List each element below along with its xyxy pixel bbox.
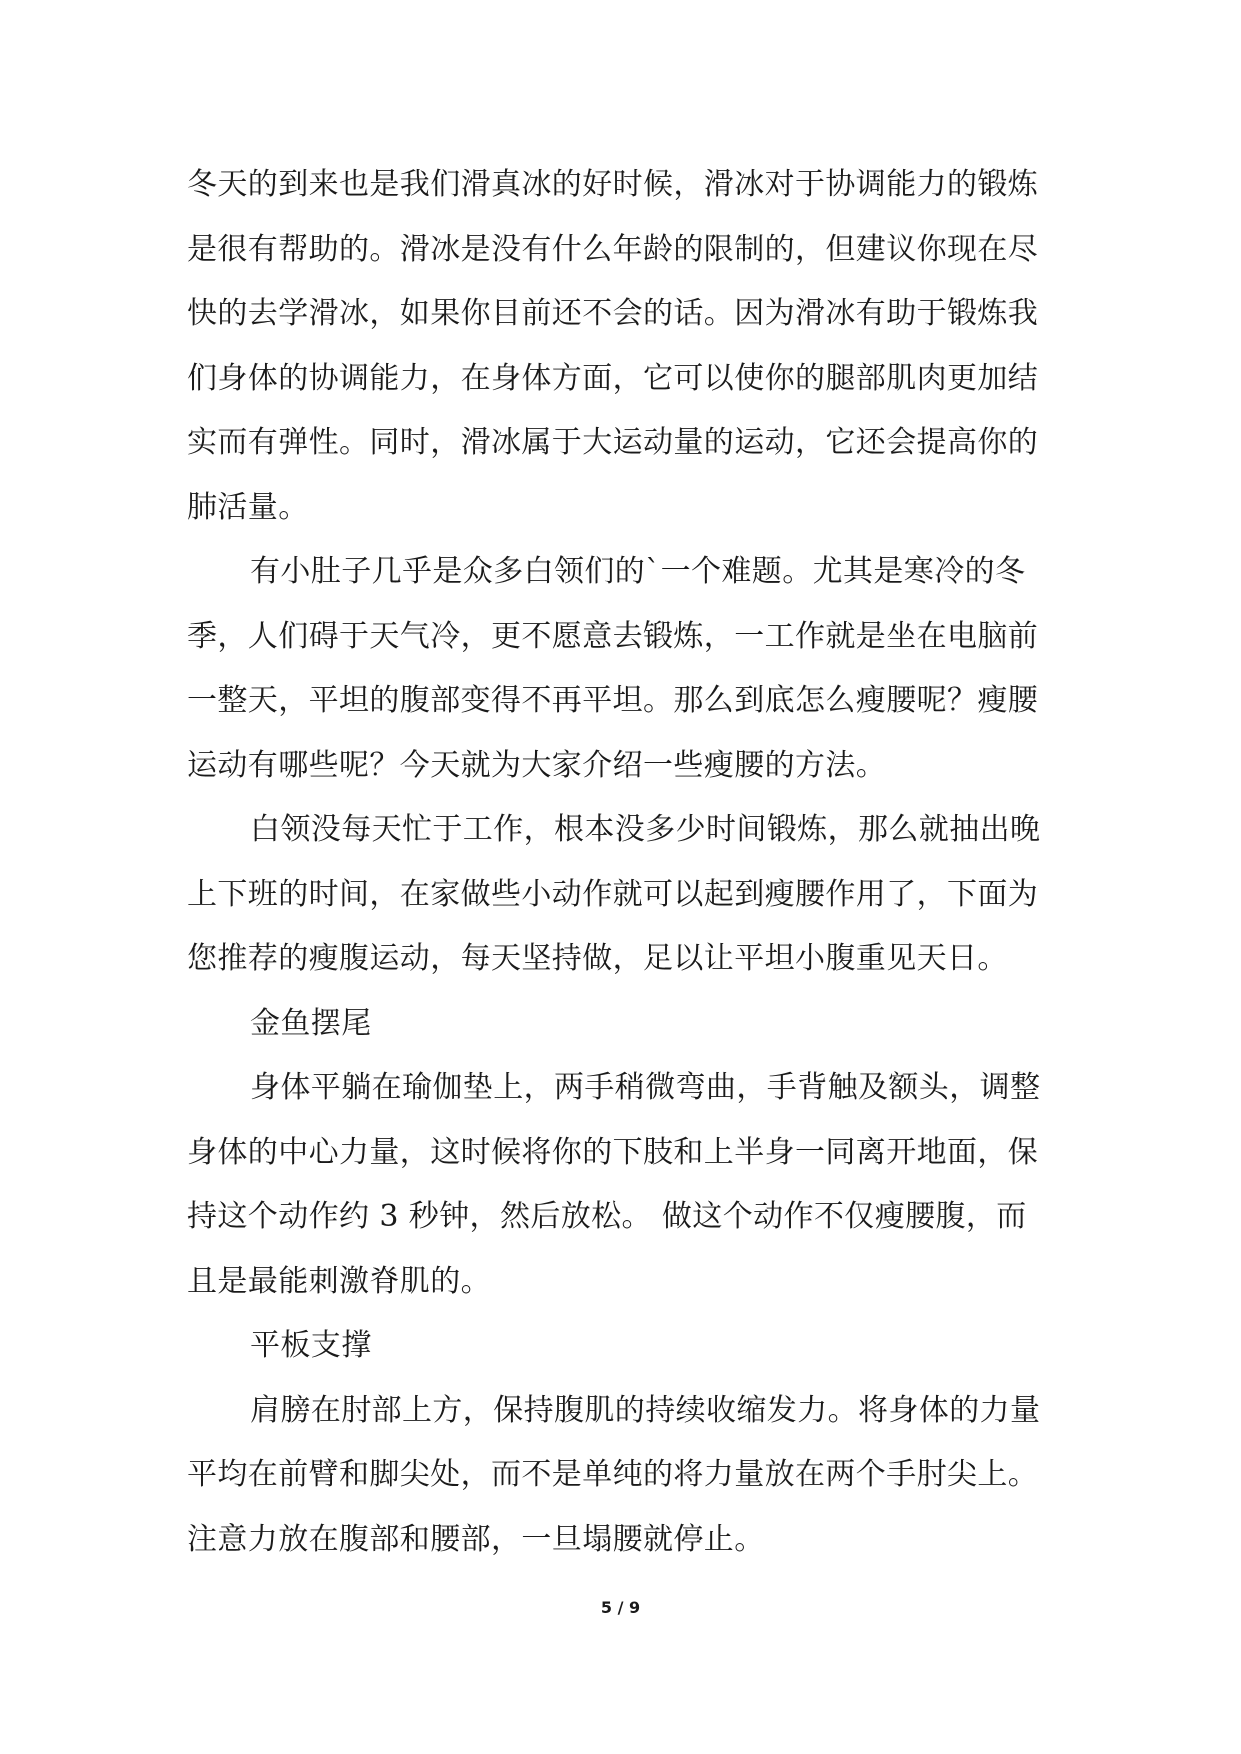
text-line: 白领没每天忙于工作，根本没多少时间锻炼，那么就抽出晚 — [250, 812, 1041, 847]
text-line: 实而有弹性。同时，滑冰属于大运动量的运动，它还会提高你的 — [187, 425, 1039, 460]
text-line: 持这个动作约 3 秒钟，然后放松。 做这个动作不仅瘦腰腹，而 — [187, 1199, 1027, 1234]
text-line: 们身体的协调能力，在身体方面，它可以使你的腿部肌肉更加结 — [187, 360, 1039, 396]
text-line: 注意力放在腹部和腰部，一旦塌腰就停止。 — [187, 1521, 765, 1557]
text-line: 冬天的到来也是我们滑真冰的好时候，滑冰对于协调能力的锻炼 — [187, 167, 1039, 202]
text-line: 是很有帮助的。滑冰是没有什么年龄的限制的，但建议你现在尽 — [187, 231, 1039, 267]
text-line: 平均在前臂和脚尖处，而不是单纯的将力量放在两个手肘尖上。 — [187, 1457, 1039, 1492]
page-number: 5 / 9 — [600, 1598, 641, 1617]
text-line: 季，人们碍于天气冷，更不愿意去锻炼，一工作就是坐在电脑前 — [187, 618, 1039, 654]
text-line: 身体平躺在瑜伽垫上，两手稍微弯曲，手背触及额头，调整 — [250, 1070, 1041, 1105]
text-line: 有小肚子几乎是众多白领们的`一个难题。尤其是寒冷的冬 — [250, 554, 1026, 589]
text-line: 身体的中心力量，这时候将你的下肢和上半身一同离开地面，保 — [187, 1134, 1039, 1170]
text-line: 肩膀在肘部上方，保持腹肌的持续收缩发力。将身体的力量 — [250, 1392, 1041, 1428]
text-line: 上下班的时间，在家做些小动作就可以起到瘦腰作用了，下面为 — [187, 876, 1039, 912]
text-line: 您推荐的瘦腹运动，每天坚持做，足以让平坦小腹重见天日。 — [187, 941, 1008, 976]
text-line: 且是最能刺激脊肌的。 — [187, 1263, 491, 1299]
text-line: 肺活量。 — [187, 489, 309, 525]
section-heading: 金鱼摆尾 — [250, 1005, 372, 1041]
text-line: 运动有哪些呢？今天就为大家介绍一些瘦腰的方法。 — [187, 747, 887, 783]
section-heading: 平板支撑 — [250, 1328, 372, 1363]
text-line: 快的去学滑冰，如果你目前还不会的话。因为滑冰有助于锻炼我 — [187, 296, 1039, 331]
body-text — [187, 153, 1067, 1572]
text-line: 一整天，平坦的腹部变得不再平坦。那么到底怎么瘦腰呢？瘦腰 — [187, 683, 1039, 718]
